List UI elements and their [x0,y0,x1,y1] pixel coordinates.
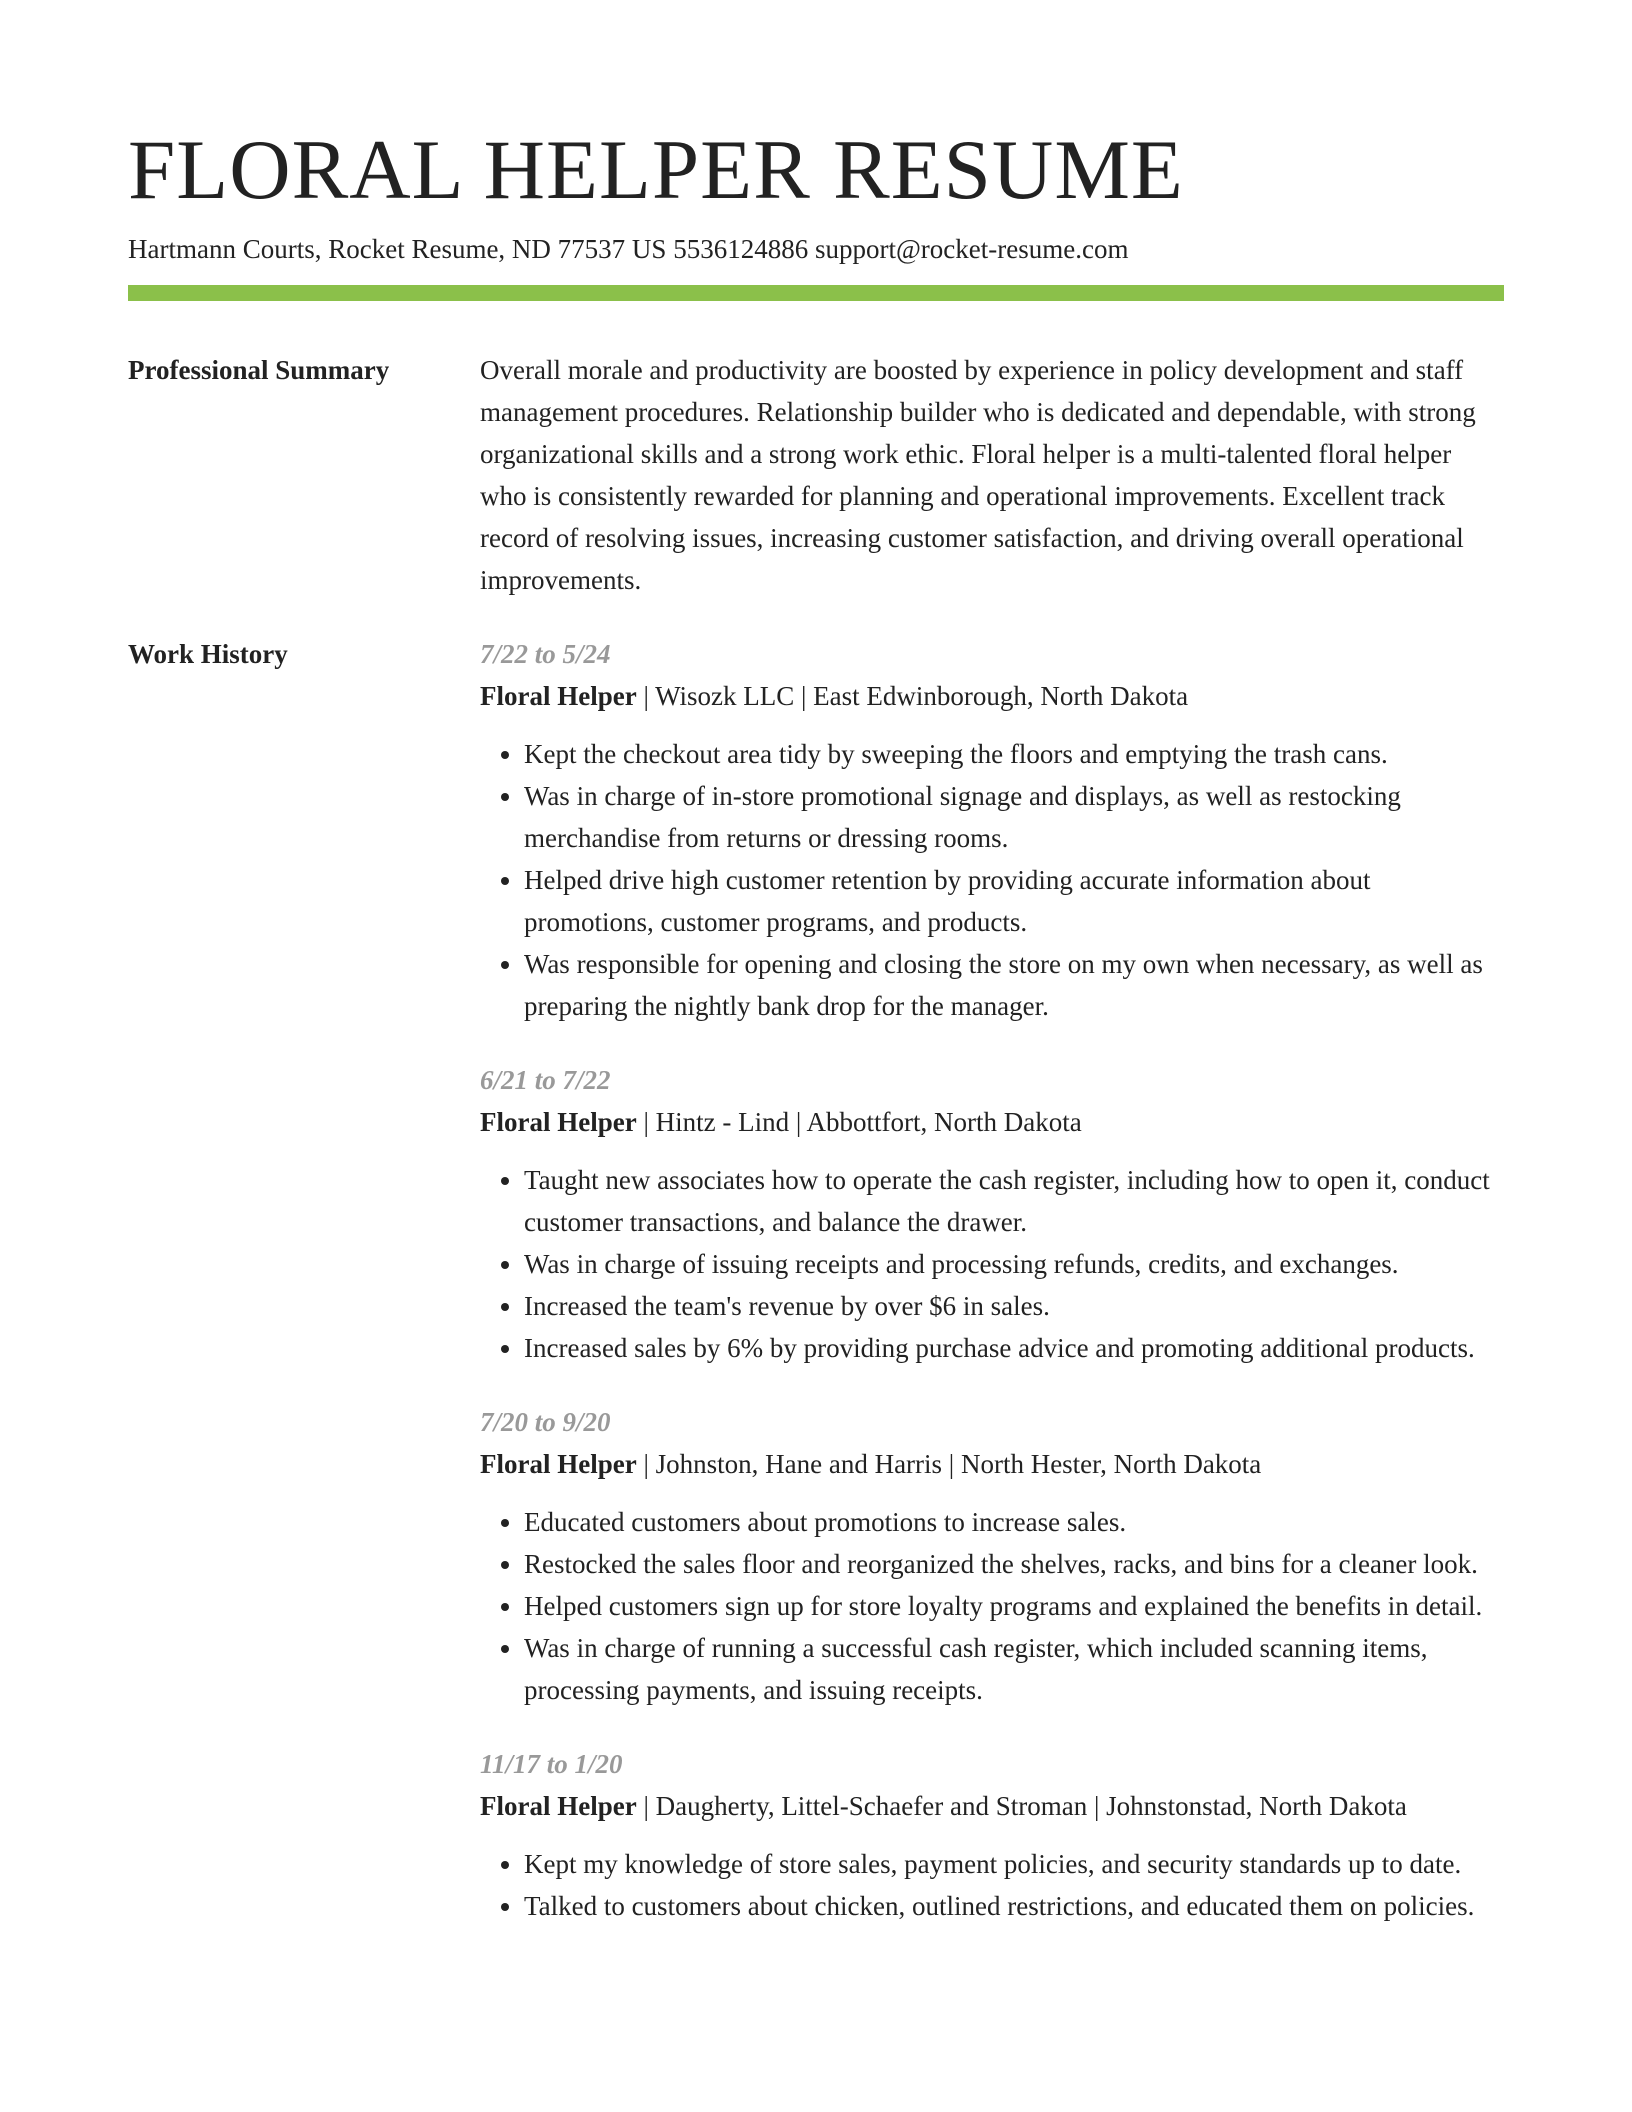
job-entry [480,1401,1504,1711]
job-dates: 7/20 to 9/20 [480,1407,611,1437]
job-entry [480,1743,1504,1927]
contact-info: Hartmann Courts, Rocket Resume, ND 77537 US 5536124886 support@rocket-resume.com [128,234,1129,264]
duty-item: • Increased sales by 6% by providing purchase advice and promoting additional products. [524,1327,1504,1369]
duty-item: • Helped customers sign up for store loyalty programs and explained the benefits in detail. [524,1585,1504,1627]
summary-text: Overall morale and productivity are boosted by experience in policy development and staff management procedures. Relationship builder who is dedicated and dependable, with strong organizational skills and a strong work ethic. Floral helper is a multi-talented floral helper who is consistently rewarded for planning and operational improvements. Excellent track record of resolving issues, increasing customer satisfaction, and driving overall operational improvements. [480,355,1476,595]
job-dates: 7/22 to 5/24 [480,639,611,669]
duty-item: • Taught new associates how to operate the cash register, including how to open it, conduct customer transactions, and balance the drawer. [524,1159,1504,1243]
work-history-heading: Work History [128,639,288,669]
job-details: | Hintz - Lind | Abbottfort, North Dakota [636,1107,1082,1137]
accent-divider [128,285,1504,301]
duty-item: • Kept my knowledge of store sales, payment policies, and security standards up to date. [524,1843,1504,1885]
duty-item: • Kept the checkout area tidy by sweeping the floors and emptying the trash cans. [524,733,1504,775]
summary-section [480,349,1504,601]
job-title: Floral Helper [480,1107,637,1137]
job-heading [480,1101,1504,1143]
job-heading [480,1443,1504,1485]
job-details: | Wisozk LLC | East Edwinborough, North Dakota [636,681,1189,711]
job-entry [480,633,1504,1027]
duty-item: • Educated customers about promotions to increase sales. [524,1501,1504,1543]
duty-item: • Increased the team's revenue by over $6 in sales. [524,1285,1504,1327]
duty-item: • Restocked the sales floor and reorganized the shelves, racks, and bins for a cleaner look. [524,1543,1504,1585]
job-title: Floral Helper [480,1449,637,1479]
resume-title: FLORAL HELPER RESUME [128,123,1184,217]
job-heading [480,675,1504,717]
job-details: | Johnston, Hane and Harris | North Hester, North Dakota [636,1449,1262,1479]
job-title: Floral Helper [480,681,637,711]
duty-item: • Helped drive high customer retention by providing accurate information about promotions, customer programs, and products. [524,859,1504,943]
job-entry [480,1059,1504,1369]
summary-heading: Professional Summary [128,355,390,385]
job-title: Floral Helper [480,1791,637,1821]
duty-item: • Was in charge of running a successful cash register, which included scanning items, processing payments, and issuing receipts. [524,1627,1504,1711]
job-heading [480,1785,1504,1827]
job-duties [480,1159,1504,1369]
job-duties [480,733,1504,1027]
job-details: | Daugherty, Littel-Schaefer and Stroman | Johnstonstad, North Dakota [636,1791,1407,1821]
work-history-list [480,633,1504,1959]
duty-item: • Talked to customers about chicken, outlined restrictions, and educated them on policies. [524,1885,1504,1927]
duty-item: • Was responsible for opening and closing the store on my own when necessary, as well as preparing the nightly bank drop for the manager. [524,943,1504,1027]
job-dates: 6/21 to 7/22 [480,1065,611,1095]
job-dates: 11/17 to 1/20 [480,1749,623,1779]
duty-item: • Was in charge of issuing receipts and processing refunds, credits, and exchanges. [524,1243,1504,1285]
job-duties [480,1501,1504,1711]
duty-item: • Was in charge of in-store promotional signage and displays, as well as restocking merchandise from returns or dressing rooms. [524,775,1504,859]
job-duties [480,1843,1504,1927]
